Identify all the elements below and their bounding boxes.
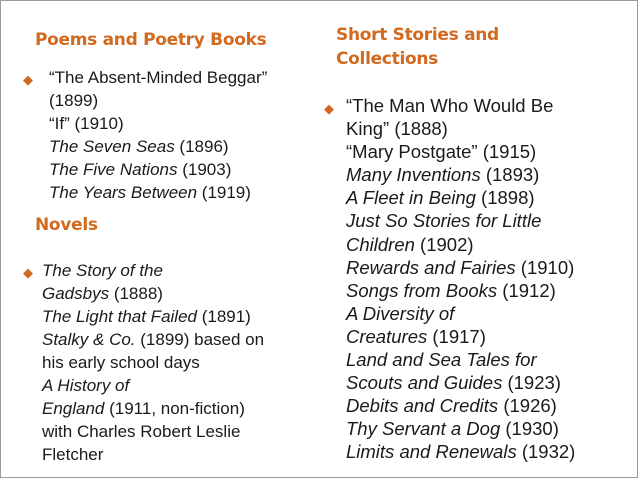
text-segment: Many Inventions	[346, 164, 481, 186]
poems-lines	[49, 66, 267, 204]
text-segment: (1902)	[414, 233, 474, 255]
text-segment: Debits and Credits	[346, 395, 499, 417]
text-segment: Creatures	[346, 325, 428, 347]
novels-heading: Novels	[35, 215, 98, 235]
text-segment: The Seven Seas	[49, 137, 175, 156]
text-segment: (1893)	[480, 164, 540, 186]
list-item	[49, 135, 267, 158]
list-item	[49, 89, 267, 112]
list-item	[346, 302, 575, 325]
list-item	[49, 66, 267, 89]
text-segment: (1888)	[109, 284, 163, 303]
stories-lines	[346, 94, 575, 464]
text-segment: King” (1888)	[346, 118, 448, 140]
list-item	[346, 117, 575, 140]
list-item	[42, 443, 264, 466]
text-segment: Songs from Books	[346, 279, 498, 301]
list-item	[346, 394, 575, 417]
text-segment: with Charles Robert Leslie	[42, 422, 241, 441]
stories-heading-line: Collections	[336, 49, 438, 69]
text-segment: “The Absent-Minded Beggar”	[49, 68, 268, 87]
text-segment: Thy Servant a Dog	[346, 418, 501, 440]
bullet-icon: ◆	[23, 265, 33, 280]
text-segment: A Diversity of	[346, 302, 455, 324]
text-segment: (1923)	[502, 372, 561, 394]
list-item	[346, 417, 575, 440]
list-item	[346, 256, 575, 279]
text-segment: Stalky & Co.	[42, 330, 136, 349]
bullet-icon: ◆	[23, 72, 33, 87]
text-segment: (1930)	[500, 418, 559, 440]
text-segment: Scouts and Guides	[346, 372, 503, 394]
list-item	[346, 94, 575, 117]
bullet-icon: ◆	[324, 101, 334, 116]
list-item	[346, 279, 575, 302]
text-segment: England	[42, 399, 105, 418]
text-segment: (1910)	[515, 256, 575, 278]
list-item	[49, 181, 267, 204]
poems-heading: Poems and Poetry Books	[35, 30, 267, 50]
text-segment: his early school days	[42, 353, 200, 372]
list-item	[346, 371, 575, 394]
text-segment: The Light that Failed	[42, 307, 197, 326]
text-segment: Gadsbys	[42, 284, 110, 303]
text-segment: “The Man Who Would Be	[346, 95, 554, 116]
list-item	[42, 305, 264, 328]
text-segment: Land and Sea Tales for	[346, 349, 537, 371]
text-segment: A History of	[42, 376, 130, 395]
text-segment: (1896)	[174, 137, 229, 156]
text-segment: (1899)	[49, 91, 99, 110]
text-segment: “If” (1910)	[49, 114, 124, 133]
list-item	[346, 325, 575, 348]
text-segment: Limits and Renewals	[346, 441, 517, 463]
text-segment: The Five Nations	[49, 160, 178, 179]
text-segment: The Years Between	[49, 183, 198, 202]
list-item	[42, 397, 264, 420]
text-segment: (1926)	[498, 395, 557, 417]
text-segment: Rewards and Fairies	[346, 256, 516, 278]
text-segment: (1932)	[516, 441, 576, 463]
list-item	[346, 440, 575, 463]
list-item	[346, 233, 575, 256]
text-segment: (1919)	[197, 183, 251, 202]
list-item	[42, 420, 264, 443]
text-segment: (1912)	[497, 279, 556, 301]
list-item	[346, 163, 575, 186]
text-segment: A Fleet in Being	[346, 187, 476, 209]
novels-lines	[42, 259, 264, 466]
list-item	[42, 374, 264, 397]
text-segment: (1917)	[427, 325, 486, 347]
list-item	[346, 140, 575, 163]
text-segment: (1911, non-fiction)	[104, 399, 245, 418]
list-item	[42, 351, 264, 374]
stories-heading	[336, 23, 499, 71]
text-segment: (1891)	[196, 307, 251, 326]
list-item	[346, 186, 575, 209]
text-segment: (1899) based on	[135, 330, 265, 349]
list-item	[49, 112, 267, 135]
text-segment: Fletcher	[42, 445, 104, 464]
stories-heading-line: Short Stories and	[336, 25, 499, 45]
text-segment: (1903)	[177, 160, 232, 179]
text-segment: The Story of the	[42, 261, 163, 280]
text-segment: “Mary Postgate” (1915)	[346, 141, 537, 163]
list-item	[42, 282, 264, 305]
list-item	[42, 259, 264, 282]
list-item	[346, 348, 575, 371]
text-segment: Just So Stories for Little	[346, 210, 542, 232]
list-item	[42, 328, 264, 351]
text-segment: (1898)	[475, 187, 535, 209]
list-item	[346, 209, 575, 232]
text-segment: Children	[346, 233, 415, 255]
list-item	[49, 158, 267, 181]
